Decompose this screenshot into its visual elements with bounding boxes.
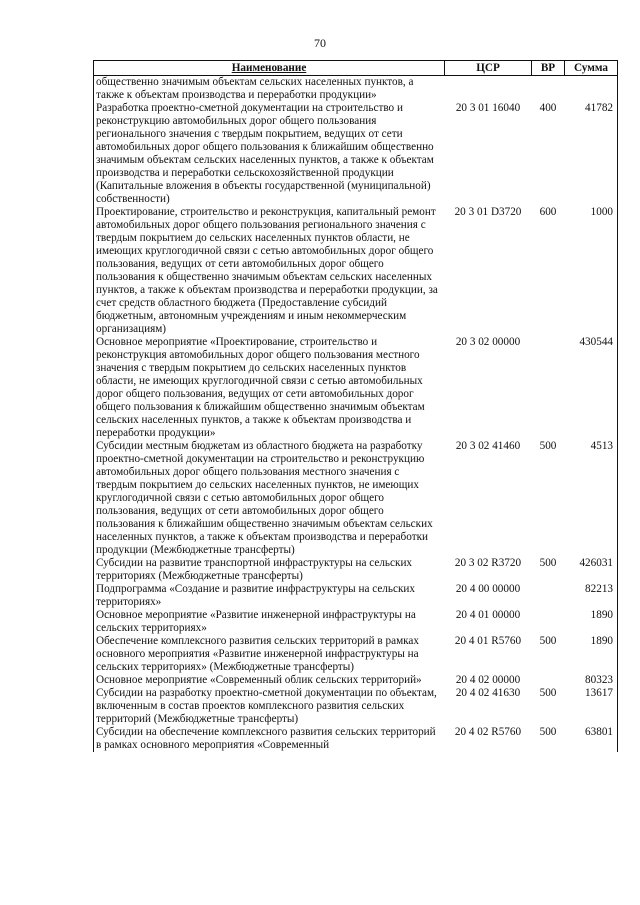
row-csr: 20 4 01 00000 bbox=[455, 609, 521, 621]
budget-table bbox=[93, 60, 618, 752]
row-vr bbox=[532, 674, 565, 687]
page-number: 70 bbox=[314, 36, 326, 50]
row-vr: 600 bbox=[539, 206, 557, 218]
row-sum: 1890 bbox=[565, 609, 618, 635]
row-name: Основное мероприятие «Развитие инженерной инфраструктуры на сельских территориях» bbox=[94, 609, 445, 635]
row-vr: 500 bbox=[539, 557, 557, 569]
header-vr: ВР bbox=[532, 61, 565, 76]
row-sum: 13617 bbox=[565, 687, 618, 726]
table-row bbox=[94, 687, 618, 726]
row-name: Субсидии на развитие транспортной инфраструктуры на сельских территориях (Межбюджетные трансферты) bbox=[94, 557, 445, 583]
row-name: Основное мероприятие «Проектирование, строительство и реконструкция автомобильных дорог общего пользования местного значения с твердым покрытием до сельских населенных пунктов области, не имеющих круглогодичной связи с сетью автомобильных дорог общего пользования, ведущих от сети автомобильных дорог общего пользования к ближайшим общественно значимым объектам сельских населенных пунктов, а также к объектам производства и переработки продукции» bbox=[94, 336, 445, 440]
row-csr bbox=[445, 76, 532, 103]
row-csr: 20 3 02 R3720 bbox=[454, 557, 522, 569]
row-csr: 20 4 02 R5760 bbox=[454, 726, 522, 738]
row-vr: 500 bbox=[539, 687, 557, 699]
row-name: общественно значимым объектам сельских населенных пунктов, а также к объектам производства и переработки продукции» bbox=[94, 76, 445, 103]
table-row bbox=[94, 726, 618, 752]
table-row bbox=[94, 609, 618, 635]
row-vr bbox=[532, 609, 565, 635]
row-name: Основное мероприятие «Современный облик сельских территорий» bbox=[94, 674, 445, 687]
table-header-row bbox=[94, 61, 618, 76]
row-vr bbox=[532, 76, 565, 103]
row-sum bbox=[565, 76, 618, 103]
row-name: Субсидии на разработку проектно-сметной документации по объектам, включенным в состав проектов комплексного развития сельских территорий (Межбюджетные трансферты) bbox=[94, 687, 445, 726]
row-csr: 20 3 01 16040 bbox=[455, 102, 521, 114]
table-row bbox=[94, 336, 618, 440]
header-name: Наименование bbox=[94, 61, 445, 76]
row-sum: 426031 bbox=[565, 557, 618, 583]
row-name: Субсидии местным бюджетам из областного бюджета на разработку проектно-сметной документации на строительство и реконструкцию автомобильных дорог общего пользования местного значения с твердым покрытием до сельских населенных пунктов, не имеющих круглогодичной связи с сетью автомобильных дорог общего пользования, ведущих от сети автомобильных дорог общего пользования к ближайшим общественно значимым объектам сельских населенных пунктов, а также к объектам производства и переработки продукции (Межбюджетные трансферты) bbox=[94, 440, 445, 557]
row-sum: 63801 bbox=[565, 726, 618, 752]
row-name: Субсидии на обеспечение комплексного развития сельских территорий в рамках основного мероприятия «Современный bbox=[94, 726, 445, 752]
row-csr: 20 4 02 41630 bbox=[455, 687, 521, 699]
row-vr bbox=[532, 583, 565, 609]
table-row bbox=[94, 635, 618, 674]
table-row bbox=[94, 206, 618, 336]
row-csr: 20 4 01 R5760 bbox=[454, 635, 522, 647]
row-sum: 430544 bbox=[565, 336, 618, 440]
header-sum: Сумма bbox=[565, 61, 618, 76]
row-vr bbox=[532, 336, 565, 440]
row-vr: 500 bbox=[539, 440, 557, 452]
row-name: Проектирование, строительство и реконструкция, капитальный ремонт автомобильных дорог общего пользования регионального значения с твердым покрытием до сельских населенных пунктов области, не имеющих круглогодичной связи с сетью автомобильных дорог общего пользования, ведущих от сети автомобильных дорог общего пользования к общественно значимым объектам сельских населенных пунктов, а также к объектам производства и переработки продукции, за счет средств областного бюджета (Предоставление субсидий бюджетным, автономным учреждениям и иным некоммерческим организациям) bbox=[94, 206, 445, 336]
row-vr: 400 bbox=[539, 102, 557, 114]
table-row bbox=[94, 583, 618, 609]
row-sum: 80323 bbox=[565, 674, 618, 687]
header-csr: ЦСР bbox=[445, 61, 532, 76]
table-row bbox=[94, 76, 618, 103]
table-row bbox=[94, 102, 618, 206]
row-name: Подпрограмма «Создание и развитие инфраструктуры на сельских территориях» bbox=[94, 583, 445, 609]
row-sum: 1890 bbox=[565, 635, 618, 674]
row-sum: 1000 bbox=[565, 206, 618, 336]
row-csr: 20 4 02 00000 bbox=[455, 674, 521, 686]
row-name: Разработка проектно-сметной документации на строительство и реконструкцию автомобильных дорог общего пользования регионального значения с твердым покрытием, ведущих от сети автомобильных дорог общего пользования к ближайшим общественно значимым объектам сельских населенных пунктов, а также к объектам производства и переработки сельскохозяйственной продукции (Капитальные вложения в объекты государственной (муниципальной) собственности) bbox=[94, 102, 445, 206]
table-row bbox=[94, 440, 618, 557]
row-csr: 20 3 02 00000 bbox=[455, 336, 521, 348]
row-csr: 20 4 00 00000 bbox=[455, 583, 521, 595]
row-vr: 500 bbox=[539, 635, 557, 647]
row-name: Обеспечение комплексного развития сельских территорий в рамках основного мероприятия «Развитие инженерной инфраструктуры на сельских территориях» (Межбюджетные трансферты) bbox=[94, 635, 445, 674]
row-sum: 4513 bbox=[565, 440, 618, 557]
table-row bbox=[94, 674, 618, 687]
row-csr: 20 3 02 41460 bbox=[455, 440, 521, 452]
row-vr: 500 bbox=[539, 726, 557, 738]
row-sum: 82213 bbox=[565, 583, 618, 609]
table-row bbox=[94, 557, 618, 583]
row-sum: 41782 bbox=[565, 102, 618, 206]
row-csr: 20 3 01 D3720 bbox=[454, 206, 522, 218]
